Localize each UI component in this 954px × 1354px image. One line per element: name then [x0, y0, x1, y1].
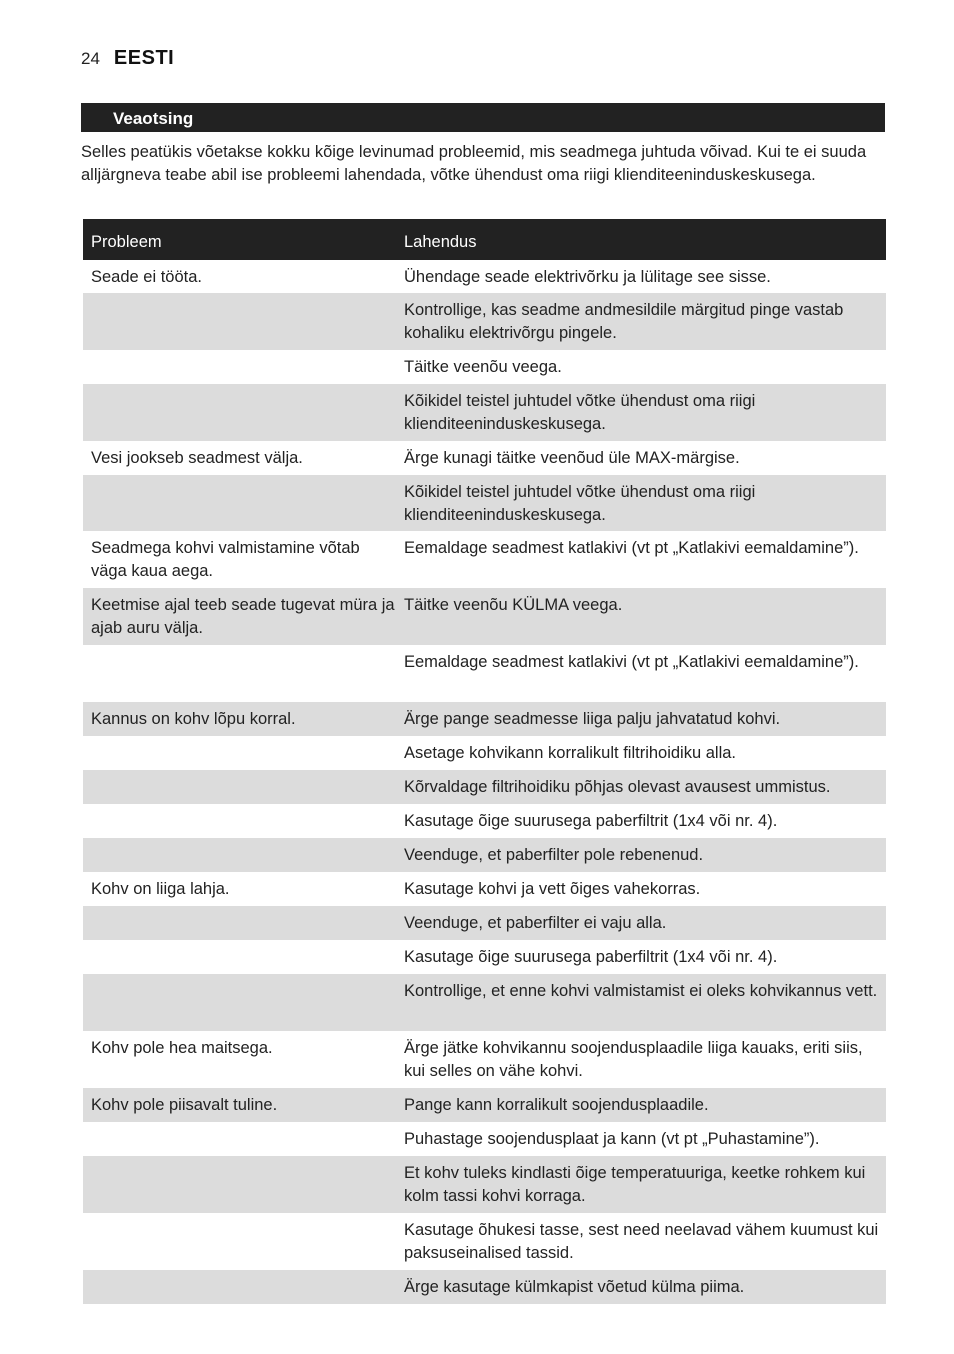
solution-cell: Kõikidel teistel juhtudel võtke ühendust oma riigi klienditeeninduskeskusega.	[404, 392, 756, 433]
problem-cell: Vesi jookseb seadmest välja.	[91, 449, 303, 467]
problem-cell	[83, 946, 396, 974]
problem-cell	[83, 651, 396, 702]
section-title: Veaotsing	[81, 103, 885, 132]
table-row	[83, 804, 886, 838]
solution-cell: Kasutage õhukesi tasse, sest need neelavad vähem kuumust kui paksuseinalised tassid.	[404, 1221, 879, 1262]
solution-cell: Kasutage õige suurusega paberfiltrit (1x4 või nr. 4).	[404, 948, 778, 966]
problem-cell: Kohv pole piisavalt tuline.	[91, 1096, 278, 1114]
problem-cell	[83, 912, 396, 940]
table-row	[83, 906, 886, 940]
table-row	[83, 838, 886, 872]
table-row	[83, 531, 886, 588]
table-row	[83, 441, 886, 475]
table-row	[83, 588, 886, 645]
problem-cell	[83, 1276, 396, 1304]
solution-cell: Täitke veenõu veega.	[404, 358, 562, 376]
table-row	[83, 350, 886, 384]
table-row	[83, 702, 886, 736]
solution-cell: Veenduge, et paberfilter pole rebenenud.	[404, 846, 704, 864]
problem-cell	[83, 1128, 396, 1156]
solution-cell: Kasutage õige suurusega paberfiltrit (1x4 või nr. 4).	[404, 812, 778, 830]
problem-cell	[83, 980, 396, 1031]
solution-cell: Kontrollige, et enne kohvi valmistamist ei oleks kohvikannus vett.	[404, 982, 878, 1000]
problem-cell: Kohv on liiga lahja.	[91, 880, 230, 898]
problem-cell: Seadmega kohvi valmistamine võtab väga kaua aega.	[91, 539, 360, 580]
table-row	[83, 1122, 886, 1156]
intro-paragraph: Selles peatükis võetakse kokku kõige levinumad probleemid, mis seadmega juhtuda võivad. Kui te ei suuda alljärgneva teabe abil ise probleemi lahendada, võtke ühendust oma riigi klienditeeninduskeskusega.	[81, 143, 867, 184]
header-problem: Probleem	[91, 233, 162, 251]
solution-cell: Puhastage soojendusplaat ja kann (vt pt „Puhastamine”).	[404, 1130, 820, 1148]
table-row	[83, 1213, 886, 1270]
problem-cell: Kohv pole hea maitsega.	[91, 1039, 273, 1057]
problem-cell: Keetmise ajal teeb seade tugevat müra ja ajab auru välja.	[91, 596, 395, 637]
table-row	[83, 1156, 886, 1213]
solution-cell: Et kohv tuleks kindlasti õige temperatuuriga, keetke rohkem kui kolm tassi kohvi korraga.	[404, 1164, 866, 1205]
solution-cell: Ärge jätke kohvikannu soojendusplaadile liiga kauaks, eriti siis, kui selles on vähe kohvi.	[404, 1039, 863, 1080]
problem-cell	[83, 481, 396, 531]
problem-cell	[83, 742, 396, 770]
table-row	[83, 872, 886, 906]
problem-cell: Seade ei tööta.	[91, 268, 203, 286]
table-row	[83, 260, 886, 293]
problem-cell	[83, 776, 396, 804]
solution-cell: Kasutage kohvi ja vett õiges vahekorras.	[404, 880, 701, 898]
table-row	[83, 384, 886, 441]
solution-cell: Veenduge, et paberfilter ei vaju alla.	[404, 914, 667, 932]
problem-cell: Kannus on kohv lõpu korral.	[91, 710, 296, 728]
solution-cell: Ärge kasutage külmkapist võetud külma piima.	[404, 1278, 745, 1296]
table-row	[83, 293, 886, 350]
table-row	[83, 1031, 886, 1088]
language-heading: EESTI	[113, 47, 175, 69]
solution-cell: Ärge kunagi täitke veenõud üle MAX-märgise.	[404, 449, 740, 467]
problem-cell	[83, 299, 396, 350]
table-row	[83, 974, 886, 1031]
solution-cell: Ühendage seade elektrivõrku ja lülitage see sisse.	[404, 268, 771, 286]
table-header	[83, 219, 886, 260]
page-header	[81, 47, 174, 75]
table-row	[83, 475, 886, 531]
solution-cell: Kõrvaldage filtrihoidiku põhjas olevast avausest ummistus.	[404, 778, 831, 796]
table-row	[83, 645, 886, 702]
table-row	[83, 1088, 886, 1122]
problem-cell	[83, 1162, 396, 1213]
solution-cell: Eemaldage seadmest katlakivi (vt pt „Katlakivi eemaldamine”).	[404, 539, 859, 557]
solution-cell: Kontrollige, kas seadme andmesildile märgitud pinge vastab kohaliku elektrivõrgu pingele.	[404, 301, 844, 342]
solution-cell: Kõikidel teistel juhtudel võtke ühendust oma riigi klienditeeninduskeskusega.	[404, 483, 756, 524]
table-row	[83, 940, 886, 974]
solution-cell: Pange kann korralikult soojendusplaadile.	[404, 1096, 709, 1114]
table-row	[83, 736, 886, 770]
page-number: 24	[81, 49, 100, 68]
solution-cell: Eemaldage seadmest katlakivi (vt pt „Katlakivi eemaldamine”).	[404, 653, 859, 671]
solution-cell: Täitke veenõu KÜLMA veega.	[404, 596, 623, 614]
problem-cell	[83, 356, 396, 384]
table-row	[83, 1270, 886, 1304]
solution-cell: Ärge pange seadmesse liiga palju jahvatatud kohvi.	[404, 710, 781, 728]
header-solution: Lahendus	[404, 233, 477, 251]
problem-cell	[83, 1219, 396, 1270]
problem-cell	[83, 390, 396, 441]
solution-cell: Asetage kohvikann korralikult filtrihoidiku alla.	[404, 744, 736, 762]
table-row	[83, 770, 886, 804]
problem-cell	[83, 810, 396, 838]
troubleshooting-table	[83, 219, 886, 1304]
problem-cell	[83, 844, 396, 872]
